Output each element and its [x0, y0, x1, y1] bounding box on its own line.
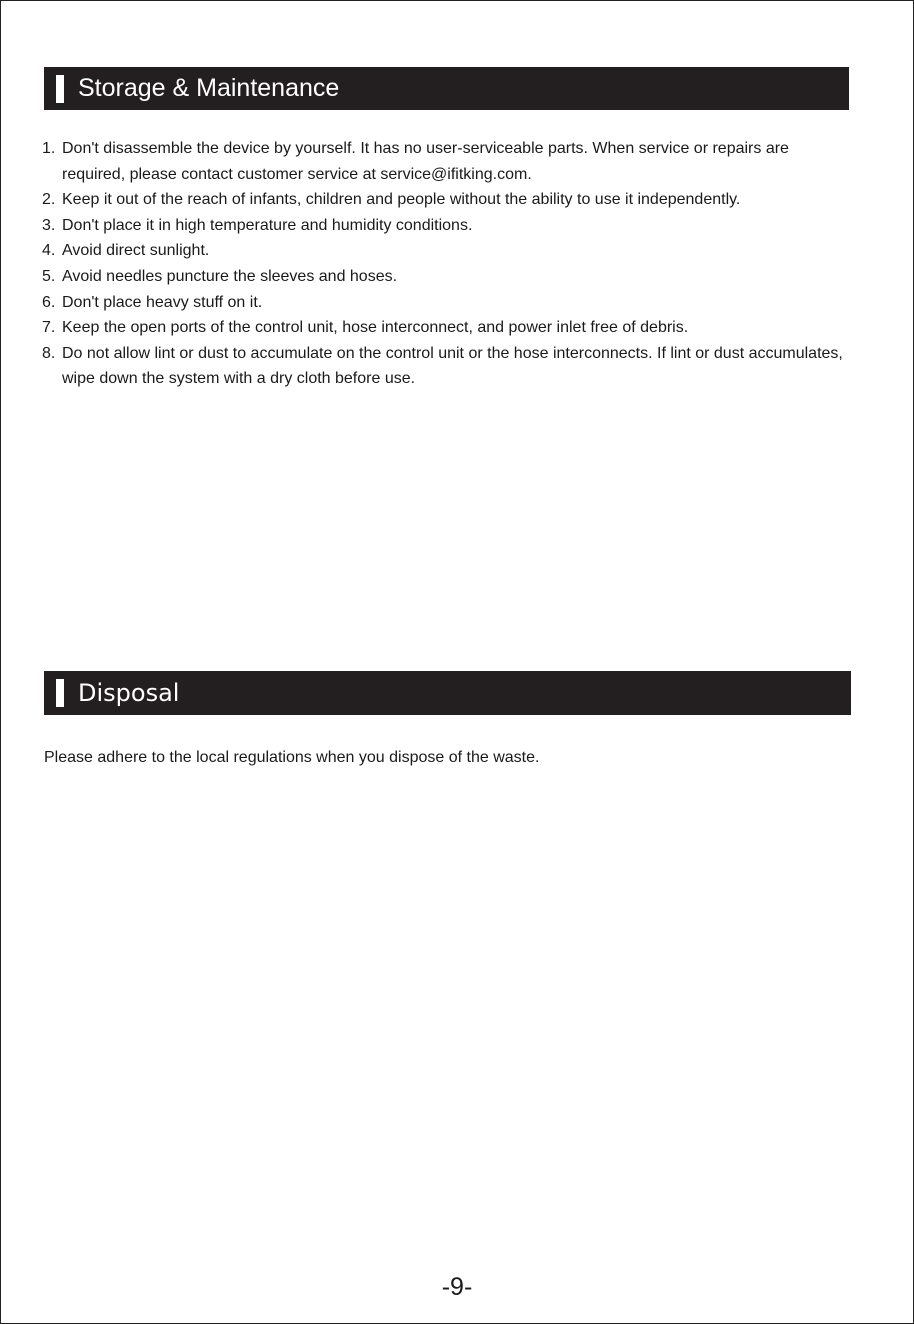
list-item-number: 7. — [42, 319, 56, 337]
list-item-number: 6. — [42, 293, 56, 311]
list-item-text: Keep it out of the reach of infants, children and people without the ability to use it independently. — [62, 191, 741, 209]
list-item-number: 3. — [42, 216, 56, 234]
list-item-number: 1. — [42, 140, 56, 157]
list-item — [42, 290, 852, 316]
list-item — [42, 238, 852, 264]
list-item-text: Keep the open ports of the control unit, hose interconnect, and power inlet free of debris. — [62, 319, 689, 337]
disposal-text: Please adhere to the local regulations when you dispose of the waste. — [44, 749, 540, 766]
list-item — [42, 315, 852, 341]
list-item-number: 8. — [42, 344, 56, 362]
header-accent-bar — [56, 75, 64, 103]
list-item-text: Don't place it in high temperature and humidity conditions. — [62, 216, 473, 234]
list-item — [42, 213, 852, 239]
storage-maintenance-list — [42, 136, 852, 392]
list-item-text: Don't place heavy stuff on it. — [62, 293, 263, 311]
page-number: -9- — [441, 1273, 473, 1301]
list-item — [42, 264, 852, 290]
list-item-number: 2. — [42, 191, 56, 209]
list-item-text: Avoid needles puncture the sleeves and hoses. — [62, 267, 398, 285]
list-item — [42, 187, 852, 213]
storage-maintenance-title: Storage & Maintenance — [78, 74, 340, 102]
list-item-text: Don't disassemble the device by yourself. It has no user-serviceable parts. When service or repairs are required, please contact customer service at service@ifitking.com. — [62, 140, 789, 183]
list-item-text: Avoid direct sunlight. — [62, 242, 210, 260]
header-accent-bar — [56, 679, 64, 707]
list-item — [42, 136, 852, 187]
storage-maintenance-header — [44, 67, 849, 110]
list-item — [42, 341, 852, 392]
disposal-header — [44, 671, 851, 715]
list-item-number: 5. — [42, 267, 56, 285]
list-item-text: Do not allow lint or dust to accumulate on the control unit or the hose interconnects. If lint or dust accumulates, wipe down the system with a dry cloth before use. — [62, 344, 843, 388]
list-item-number: 4. — [42, 242, 56, 260]
disposal-title: Disposal — [78, 679, 180, 707]
